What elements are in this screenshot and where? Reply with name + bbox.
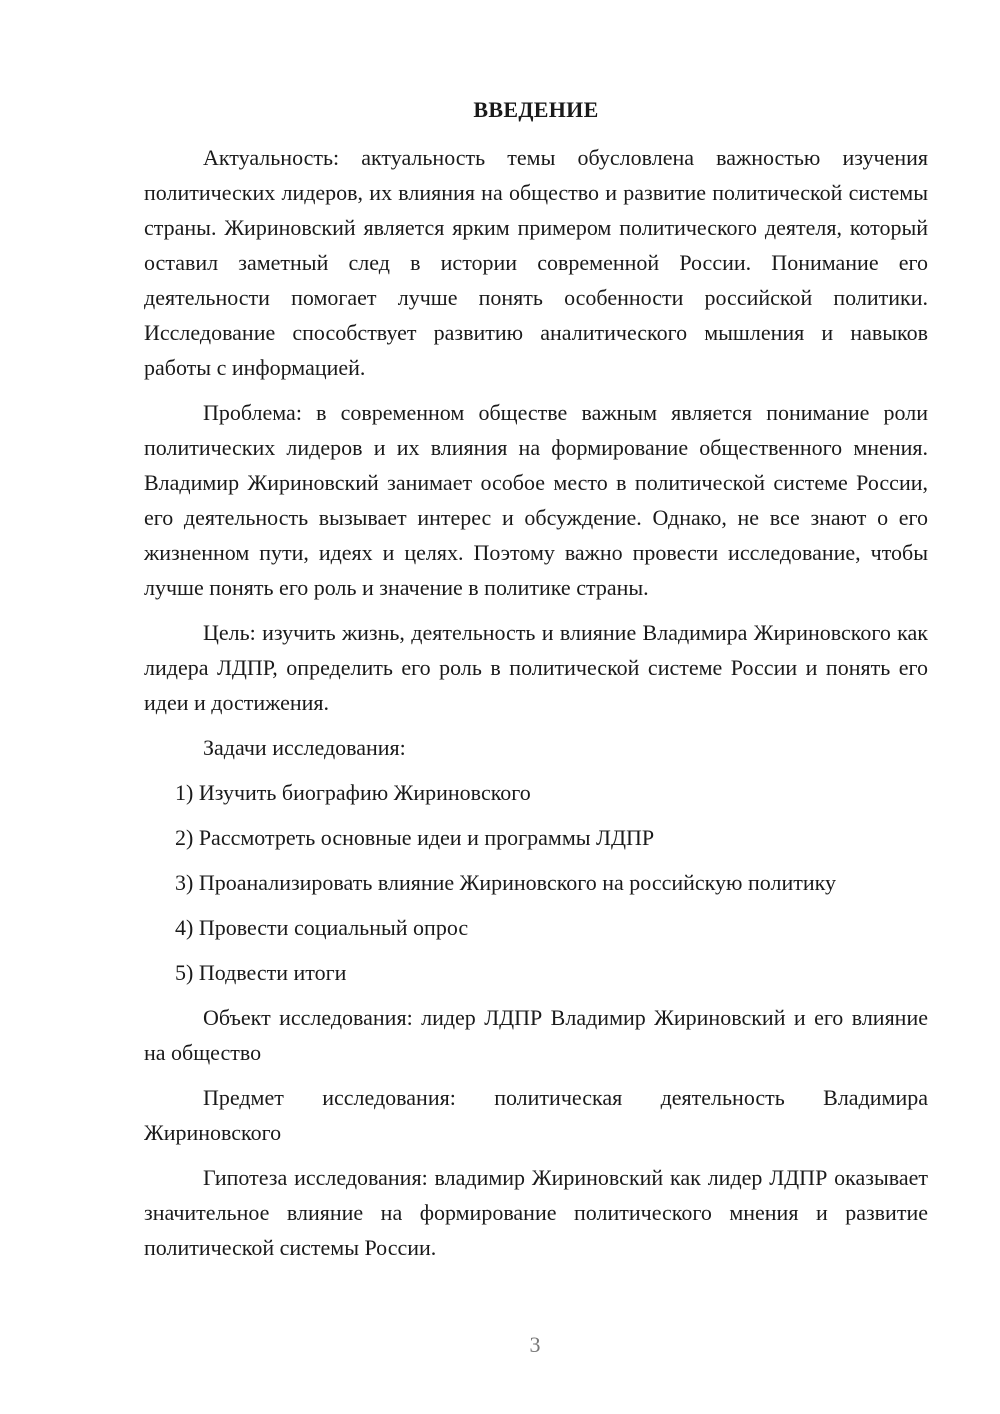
problem-paragraph: Проблема: в современном обществе важным является понимание роли политических лидеров и их влияния на формирование общественного мнения. Владимир Жириновский занимает особое место в политической системе России, его деятельность вызывает интерес и обсуждение. Однако, не все знают о его жизненном пути, идеях и целях. Поэтому важно провести исследование, чтобы лучше понять его роль и значение в политике страны. (144, 400, 928, 600)
task-item: 5) Подвести итоги (175, 960, 347, 985)
task-item: 4) Провести социальный опрос (175, 915, 469, 940)
goal-paragraph: Цель: изучить жизнь, деятельность и влияние Владимира Жириновского как лидера ЛДПР, определить его роль в политической системе России и понять его идеи и достижения. (144, 620, 928, 715)
task-item: 3) Проанализировать влияние Жириновского на российскую политику (175, 870, 836, 895)
document-page (144, 92, 928, 1275)
page-title: ВВЕДЕНИЕ (473, 97, 599, 122)
tasks-heading: Задачи исследования: (203, 735, 406, 760)
task-item: 2) Рассмотреть основные идеи и программы ЛДПР (175, 825, 655, 850)
tasks-list (144, 775, 928, 990)
page-number: 3 (529, 1332, 541, 1357)
relevance-paragraph: Актуальность: актуальность темы обусловлена важностью изучения политических лидеров, их влияния на общество и развитие политической системы страны. Жириновский является ярким примером политического деятеля, который оставил заметный след в истории современной России. Понимание его деятельности помогает лучше понять особенности российской политики. Исследование способствует развитию аналитического мышления и навыков работы с информацией. (144, 145, 928, 380)
subject-paragraph: Предмет исследования: политическая деятельность Владимира Жириновского (144, 1085, 928, 1145)
task-item: 1) Изучить биографию Жириновского (175, 780, 531, 805)
hypothesis-paragraph: Гипотеза исследования: владимир Жириновский как лидер ЛДПР оказывает значительное влияние на формирование политического мнения и развитие политической системы России. (144, 1165, 928, 1260)
object-paragraph: Объект исследования: лидер ЛДПР Владимир Жириновский и его влияние на общество (144, 1005, 928, 1065)
